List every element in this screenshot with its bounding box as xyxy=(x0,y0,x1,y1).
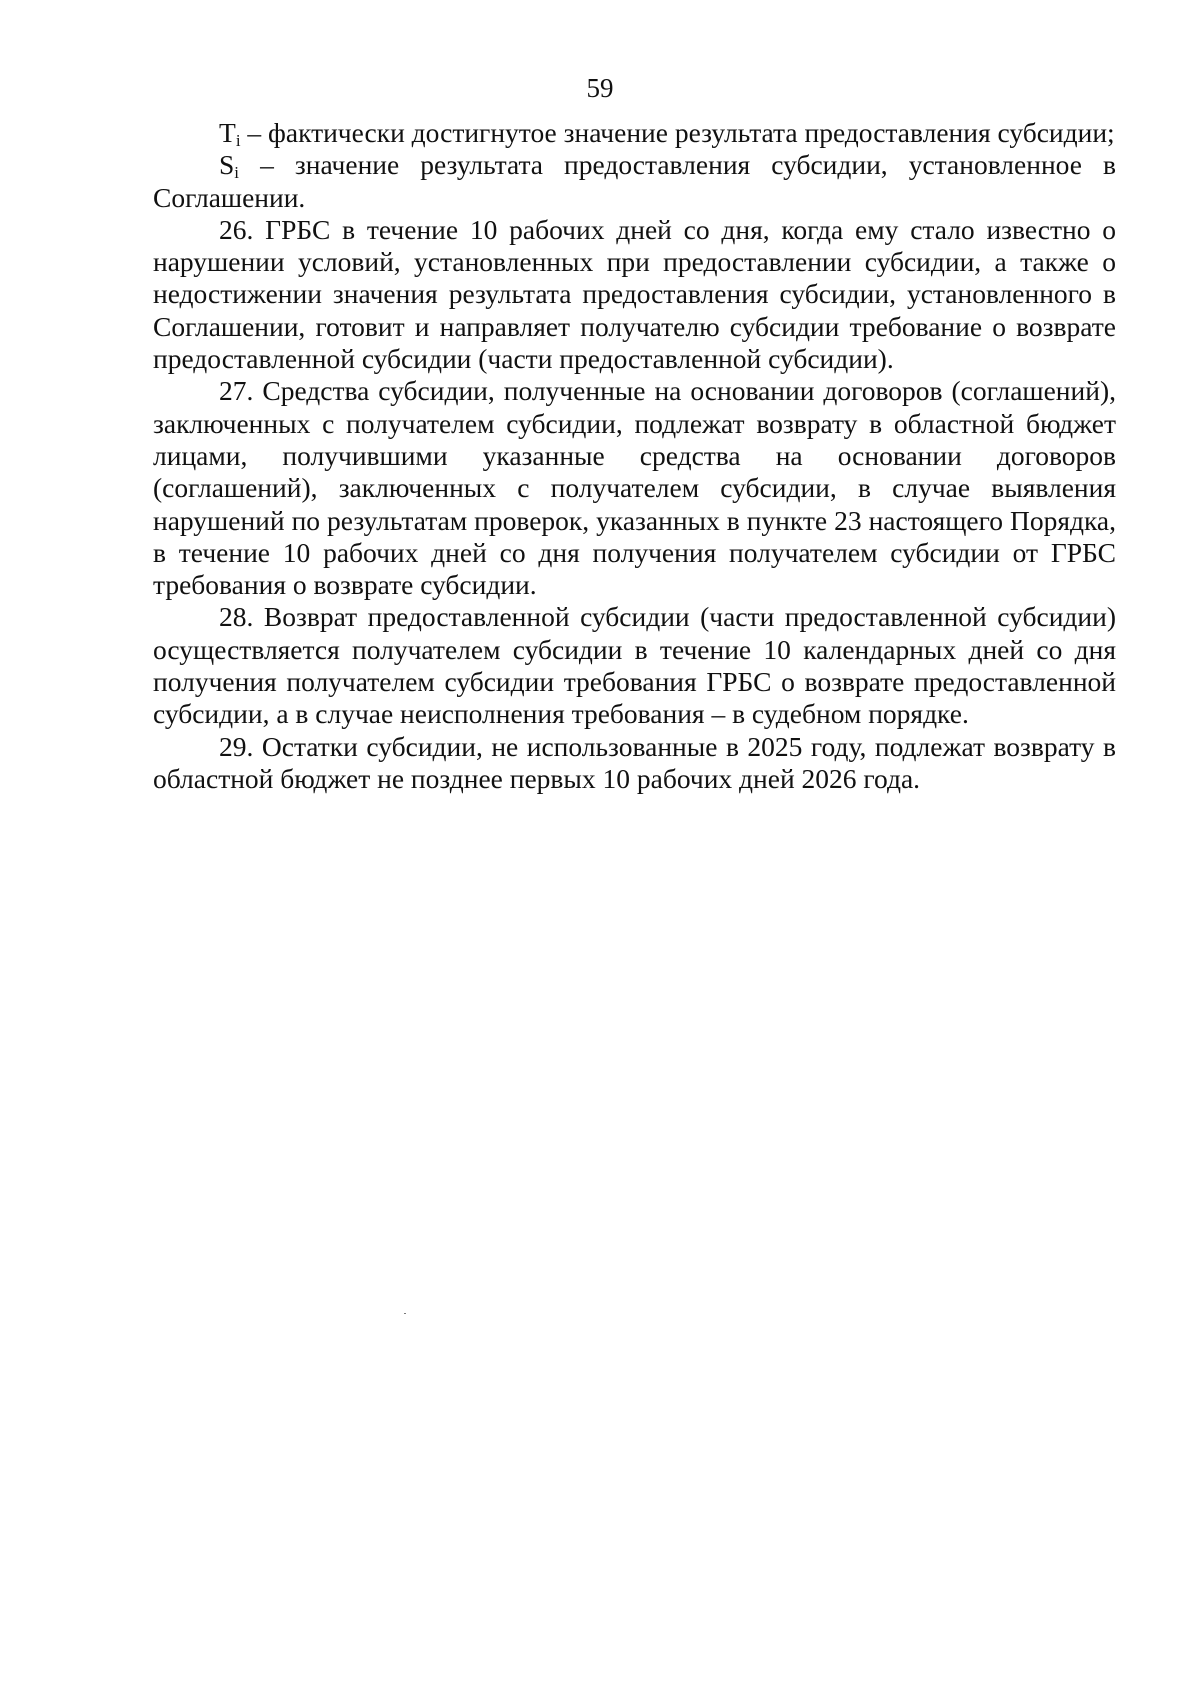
page-number: 59 xyxy=(586,73,614,103)
paragraph-29: 29. Остатки субсидии, не использованные в 2025 году, подлежат возврату в областной бюджет не позднее первых 10 рабочих дней 2026 года. xyxy=(153,730,1116,794)
symbol-t-subscript: i xyxy=(235,131,241,150)
paragraph-t-definition xyxy=(153,117,1116,149)
symbol-t: T xyxy=(219,117,236,148)
t-definition-text: – фактически достигнутое значение результата предоставления субсидии; xyxy=(240,117,1115,148)
paragraph-28: 28. Возврат предоставленной субсидии (части предоставленной субсидии) осуществляется получателем субсидии в течение 10 календарных дней со дня получения получателем субсидии требования ГРБС о возврате предоставленной субсидии, а в случае неисполнения требования – в судебном порядке. xyxy=(153,601,1116,730)
paragraph-27: 27. Средства субсидии, полученные на основании договоров (соглашений), заключенных с получателем субсидии, подлежат возврату в областной бюджет лицами, получившими указанные средства на основании договоров (соглашений), заключенных с получателем субсидии, в случае выявления нарушений по результатам проверок, указанных в пункте 23 настоящего Порядка, в течение 10 рабочих дней со дня получения получателем субсидии от ГРБС требования о возврате субсидии. xyxy=(153,375,1116,601)
symbol-s: S xyxy=(219,149,235,181)
scan-artifact-dot xyxy=(404,1313,406,1314)
symbol-s-subscript: i xyxy=(234,163,240,183)
paragraph-s-definition xyxy=(153,149,1116,214)
paragraph-26: 26. ГРБС в течение 10 рабочих дней со дня, когда ему стало известно о нарушении условий, установленных при предоставлении субсидии, а также о недостижении значения результата предоставления субсидии, установленного в Соглашении, готовит и направляет получателю субсидии требование о возврате предоставленной субсидии (части предоставленной субсидии). xyxy=(153,213,1116,375)
document-body xyxy=(153,117,1116,795)
s-definition-text: – значение результата предоставления субсидии, установленное в Соглашении. xyxy=(153,149,1116,213)
